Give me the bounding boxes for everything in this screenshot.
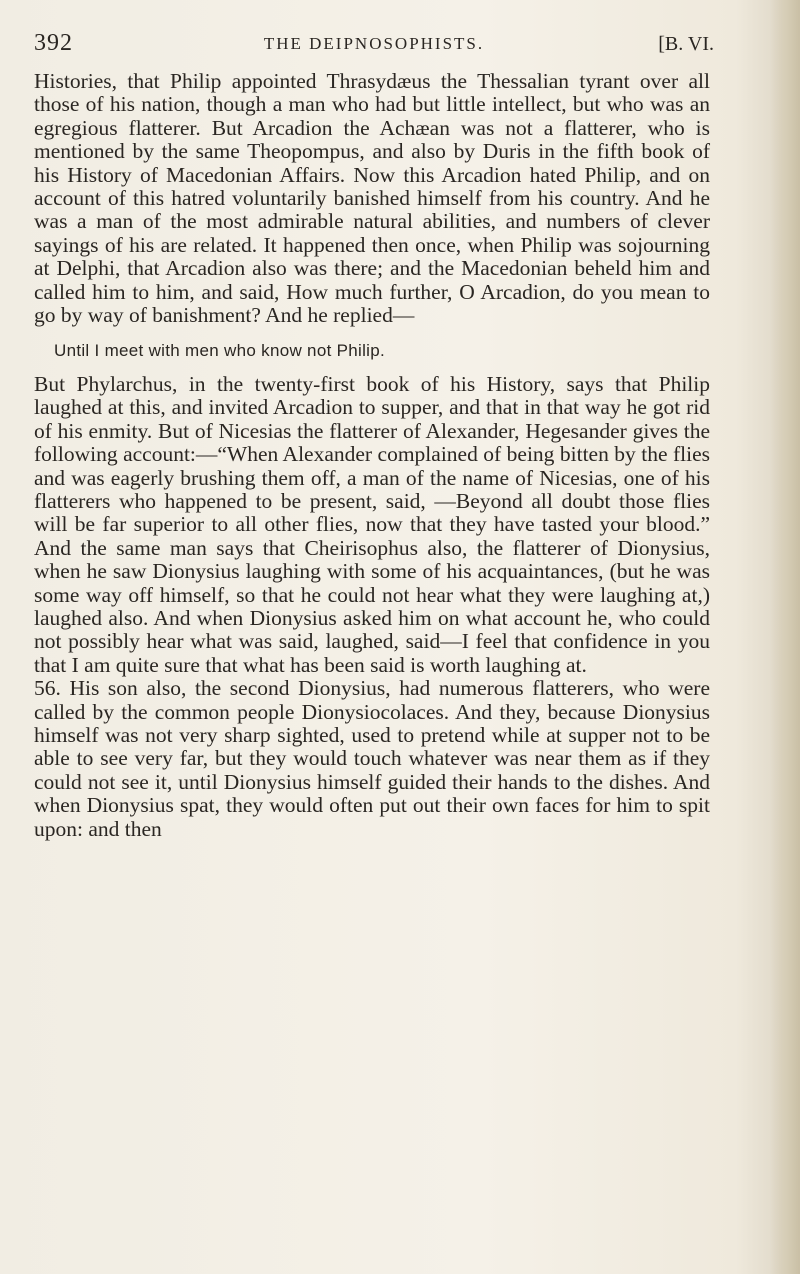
paragraph-1: Histories, that Philip appointed Thrasydæus the Thessalian tyrant over all those of his nation, though a man who had but little intellect, but who was an egregious flatterer. But Arcadion the Achæan was not a flatterer, who is mentioned by the same Theopompus, and also by Duris in the fifth book of his History of Macedonian Affairs. Now this Arcadion hated Philip, and on account of this hatred voluntarily banished himself from his country. And he was a man of the most admirable natural abilities, and numbers of clever sayings of his are related. It happened then once, when Philip was sojourning at Delphi, that Arcadion also was there; and the Macedonian beheld him and called him to him, and said, How much further, O Arcadion, do you mean to go by way of banishment? And he replied— <box>34 69 710 328</box>
verse-quote: Until I meet with men who know not Philip. <box>54 341 386 361</box>
page-edge-shadow <box>770 0 800 1274</box>
body-text <box>34 70 710 841</box>
book-section-marker: [B. VI. <box>658 33 714 55</box>
page-number: 392 <box>34 30 73 56</box>
paragraph-2: But Phylarchus, in the twenty-first book of his History, says that Philip laughed at this, and invited Arcadion to supper, and that in that way he got rid of his enmity. But of Nicesias the flatterer of Alexander, Hegesander gives the following account:—“When Alexander complained of being bitten by the flies and was eagerly brushing them off, a man of the name of Nicesias, one of his flatterers who happened to be present, said, —Beyond all doubt those flies will be far superior to all other flies, now that they have tasted your blood.” And the same man says that Cheirisophus also, the flatterer of Dionysius, when he saw Dionysius laughing with some of his acquaintances, (but he was some way off himself, so that he could not hear what they were laughing at,) laughed also. And when Dionysius asked him on what account he, who could not possibly hear what was said, laughed, said—I feel that confidence in you that I am quite sure that what has been said is worth laughing at. <box>34 371 710 677</box>
page-header <box>34 30 714 60</box>
running-title: THE DEIPNOSOPHISTS. <box>263 34 485 53</box>
paragraph-3: 56. His son also, the second Dionysius, had numerous flatterers, who were called by the common people Dionysiocolaces. And they, because Dionysius himself was not very sharp sighted, used to pretend while at supper not to be able to see very far, but they would touch whatever was near them as if they could not see it, until Dionysius himself guided their hands to the dishes. And when Dionysius spat, they would often put out their own faces for him to spit upon: and then <box>34 676 710 841</box>
